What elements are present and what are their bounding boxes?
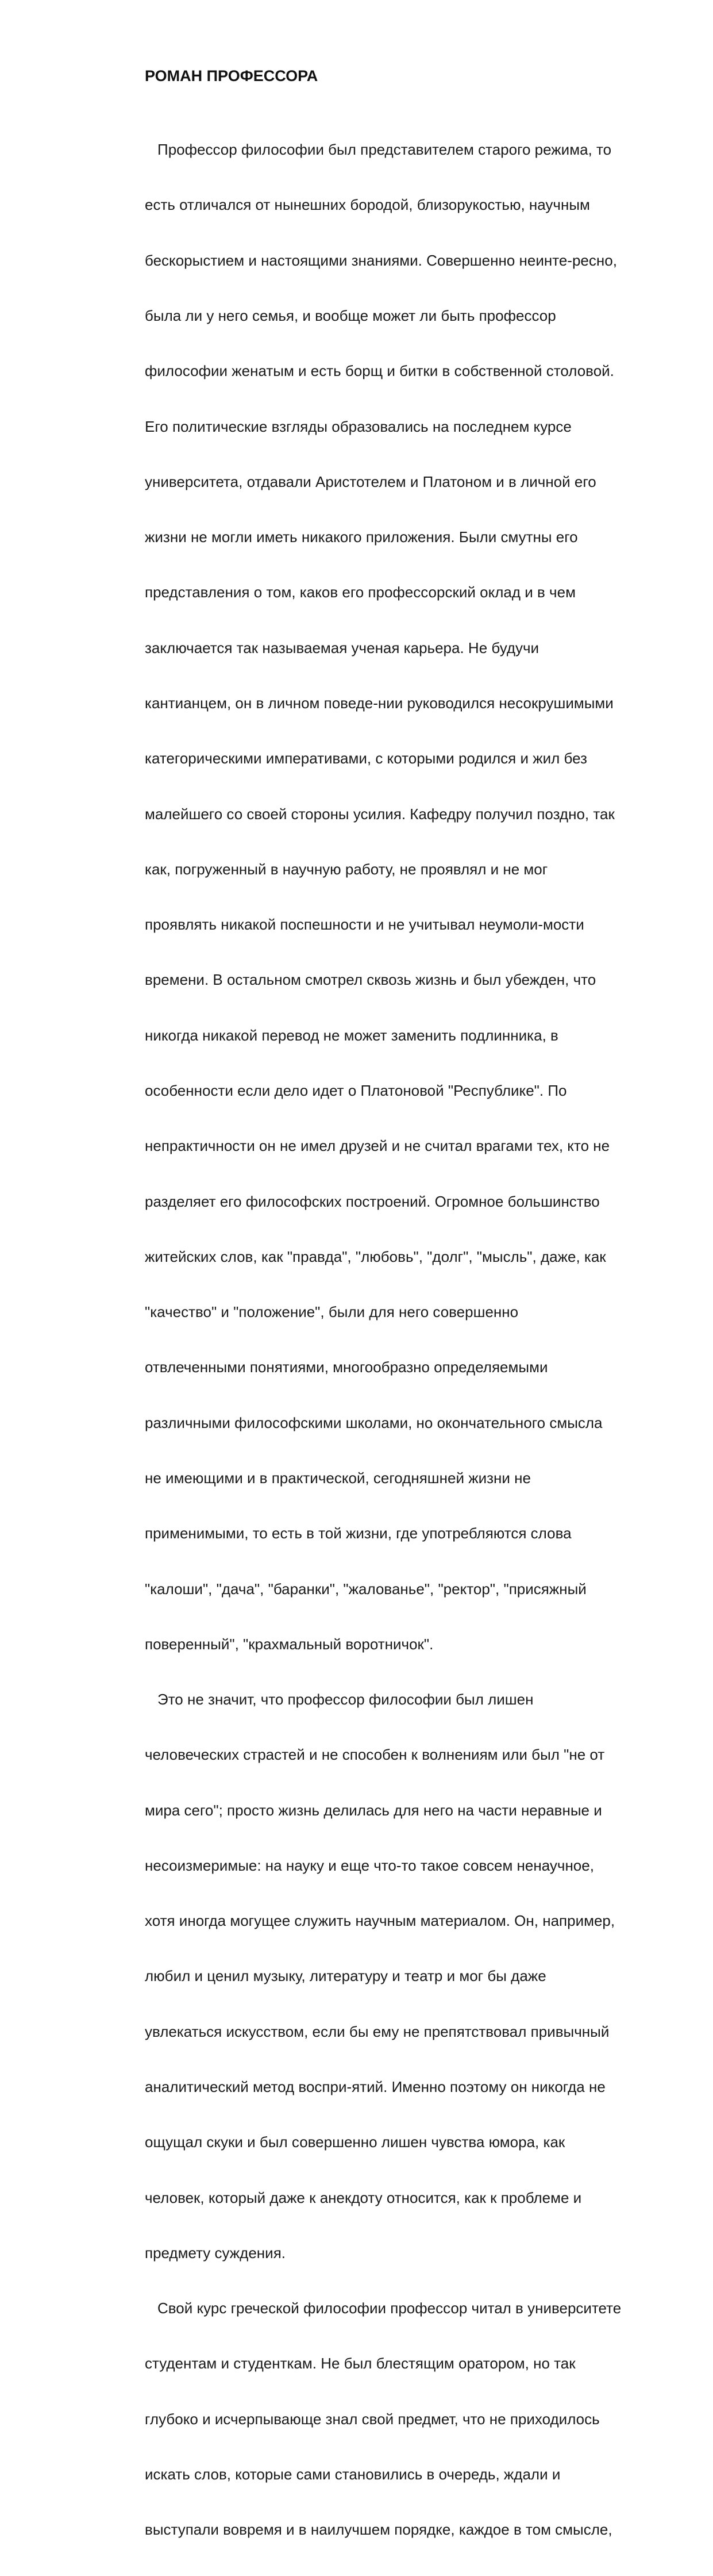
text-line: "качество" и "положение", были для него совершенно: [145, 1303, 519, 1321]
body-text: [145, 103, 621, 2576]
text-line: кантианцем, он в личном поведе-нии руководился несокрушимыми: [145, 694, 614, 712]
text-line: Это не значит, что профессор философии был лишен: [157, 1691, 534, 1709]
text-line: хотя иногда могущее служить научным материалом. Он, например,: [145, 1912, 615, 1930]
text-line: житейских слов, как "правда", "любовь", "долг", "мысль", даже, как: [145, 1247, 606, 1265]
text-line: есть отличался от нынешних бородой, близорукостью, научным: [145, 196, 590, 214]
text-line: разделяет его философских построений. Огромное большинство: [145, 1192, 600, 1210]
text-line: мира сего"; просто жизнь делилась для него на части неравные и: [145, 1801, 602, 1819]
text-line: никогда никакой перевод не может заменить подлинника, в: [145, 1026, 558, 1044]
text-line: Свой курс греческой философии профессор читал в университете: [157, 2299, 622, 2317]
text-line: искать слов, которые сами становились в очередь, ждали и: [145, 2466, 561, 2483]
text-line: времени. В остальном смотрел сквозь жизнь и был убежден, что: [145, 971, 596, 989]
page-title: РОМАН ПРОФЕССОРА: [145, 67, 318, 85]
text-line: как, погруженный в научную работу, не проявлял и не мог: [145, 860, 548, 878]
text-line: представления о том, каков его профессорский оклад и в чем: [145, 583, 576, 601]
text-line: предмету суждения.: [145, 2244, 286, 2262]
text-line: отвлеченными понятиями, многообразно определяемыми: [145, 1358, 548, 1376]
text-line: выступали вовремя и в наилучшем порядке, каждое в том смысле,: [145, 2521, 612, 2539]
text-line: малейшего со своей стороны усилия. Кафедру получил поздно, так: [145, 805, 615, 823]
text-line: человек, который даже к анекдоту относится, как к проблеме и: [145, 2189, 582, 2206]
text-line: особенности если дело идет о Платоновой "Республике". По: [145, 1081, 567, 1099]
text-line: университета, отдавали Аристотелем и Платоном и в личной его: [145, 473, 596, 490]
text-line: была ли у него семья, и вообще может ли быть профессор: [145, 307, 556, 325]
text-line: заключается так называемая ученая карьера. Не будучи: [145, 639, 539, 657]
text-line: проявлять никакой поспешности и не учитывал неумоли-мости: [145, 916, 584, 934]
text-line: Его политические взгляды образовались на последнем курсе: [145, 417, 572, 435]
text-line: применимыми, то есть в той жизни, где употребляются слова: [145, 1525, 572, 1542]
text-line: несоизмеримые: на науку и еще что-то такое совсем ненаучное,: [145, 1856, 594, 1874]
text-line: бескорыстием и настоящими знаниями. Совершенно неинте-ресно,: [145, 251, 617, 269]
text-line: ощущал скуки и был совершенно лишен чувства юмора, как: [145, 2133, 565, 2151]
text-line: категорическими императивами, с которыми родился и жил без: [145, 750, 587, 767]
text-line: философии женатым и есть борщ и битки в собственной столовой.: [145, 362, 614, 380]
text-line: поверенный", "крахмальный воротничок".: [145, 1635, 434, 1653]
text-line: студентам и студенткам. Не был блестящим оратором, но так: [145, 2355, 576, 2372]
text-line: жизни не могли иметь никакого приложения. Были смутны его: [145, 528, 578, 546]
text-line: не имеющими и в практической, сегодняшней жизни не: [145, 1469, 531, 1487]
text-line: различными философскими школами, но окончательного смысла: [145, 1414, 603, 1431]
text-line: человеческих страстей и не способен к волнениям или был "не от: [145, 1746, 605, 1764]
text-line: непрактичности он не имел друзей и не считал врагами тех, кто не: [145, 1137, 610, 1155]
text-line: глубоко и исчерпывающе знал свой предмет, что не приходилось: [145, 2410, 600, 2428]
text-line: "калоши", "дача", "баранки", "жалованье", "ректор", "присяжный: [145, 1580, 587, 1598]
text-line: аналитический метод воспри-ятий. Именно поэтому он никогда не: [145, 2078, 606, 2096]
text-line: любил и ценил музыку, литературу и театр и мог бы даже: [145, 1967, 546, 1985]
text-line: увлекаться искусством, если бы ему не препятствовал привычный: [145, 2022, 610, 2040]
text-line: Профессор философии был представителем старого режима, то: [157, 141, 612, 159]
